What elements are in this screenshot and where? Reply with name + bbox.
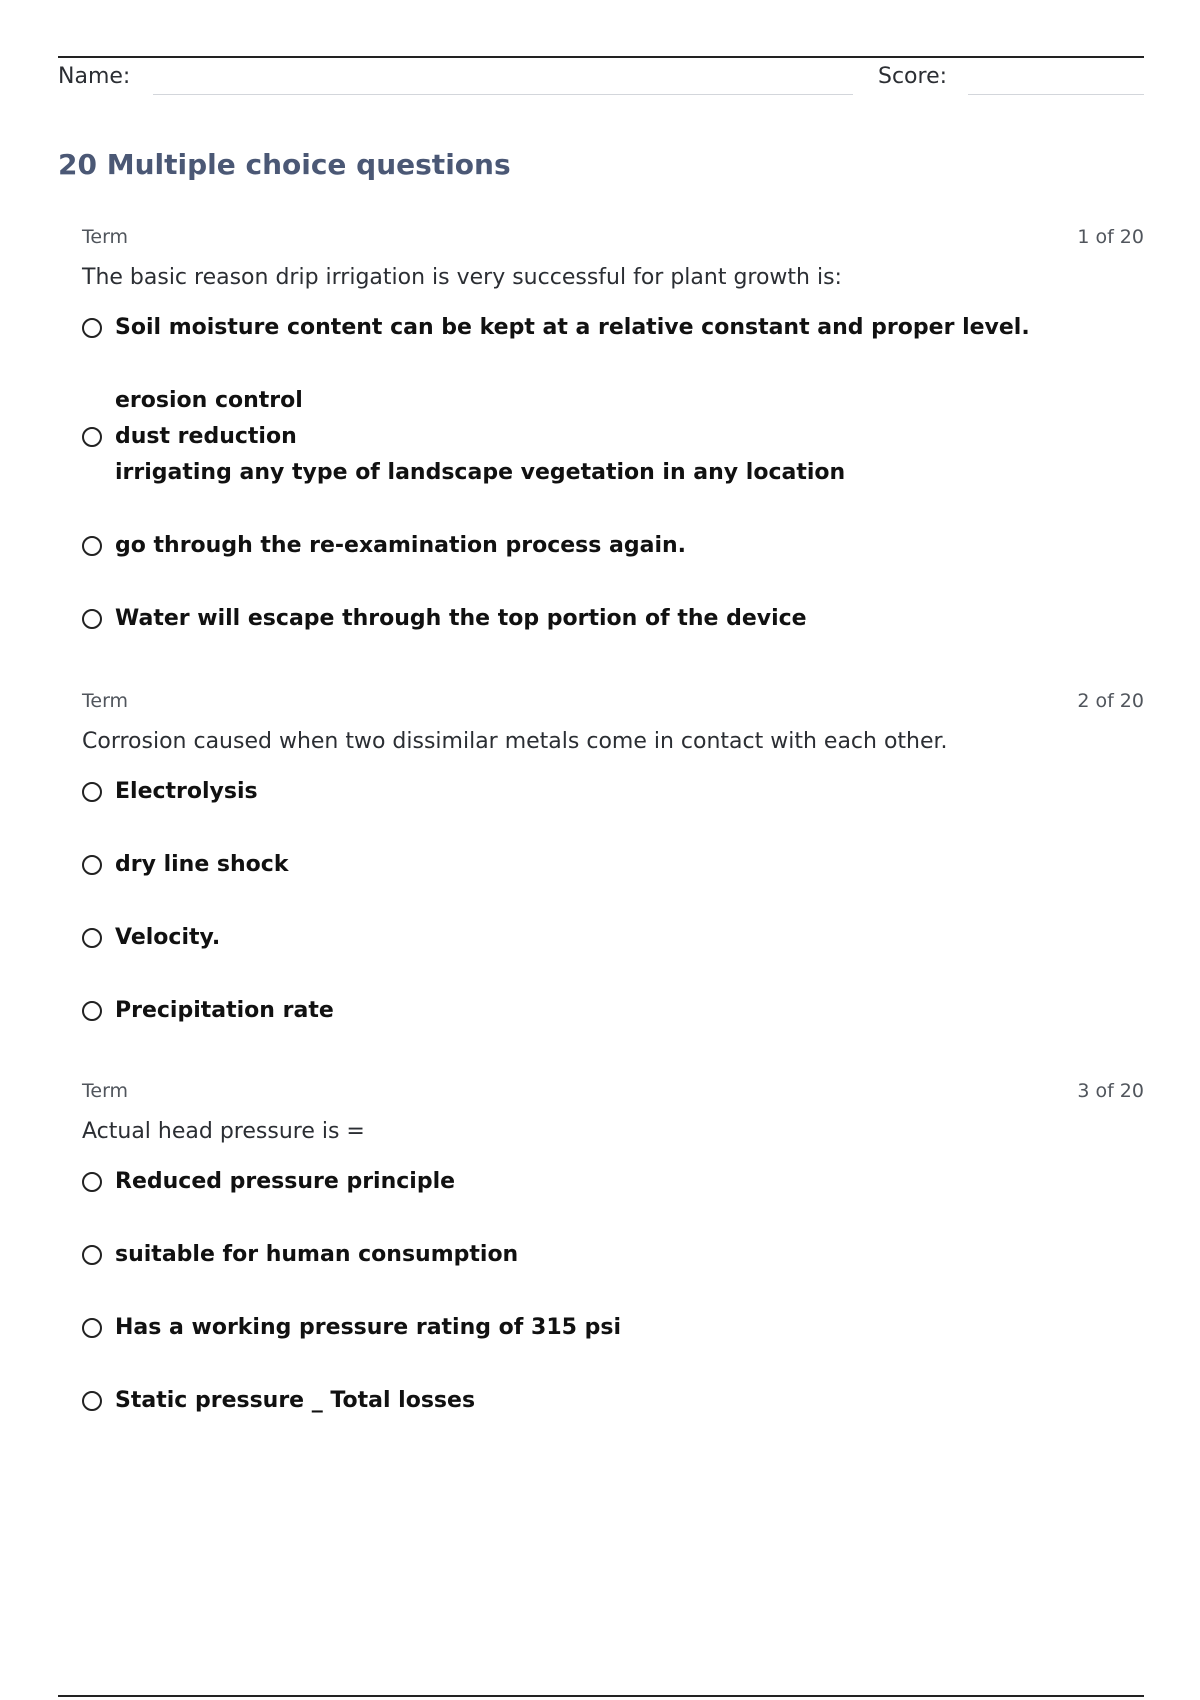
radio-circle-icon[interactable] <box>82 609 102 629</box>
option-text: Soil moisture content can be kept at a relative constant and proper level. <box>115 315 1030 340</box>
answer-options <box>82 310 1144 637</box>
question-2 <box>82 690 1144 1066</box>
radio-circle-icon[interactable] <box>82 427 102 447</box>
question-header <box>82 690 1144 716</box>
answer-option[interactable] <box>82 993 1144 1029</box>
option-label <box>115 383 845 491</box>
option-text: Electrolysis <box>115 779 258 804</box>
radio-circle-icon[interactable] <box>82 318 102 338</box>
option-text: Has a working pressure rating of 315 psi <box>115 1315 621 1340</box>
option-label <box>115 774 258 810</box>
answer-option[interactable] <box>82 383 1144 491</box>
answer-option[interactable] <box>82 1164 1144 1200</box>
score-label: Score: <box>878 64 948 89</box>
question-3 <box>82 1080 1144 1456</box>
option-label <box>115 920 220 956</box>
question-header <box>82 1080 1144 1106</box>
worksheet-page <box>58 0 1144 1700</box>
question-counter: 3 of 20 <box>1077 1080 1144 1102</box>
section-title: 20 Multiple choice questions <box>58 148 511 181</box>
option-text: go through the re-examination process again. <box>115 533 687 558</box>
top-divider <box>58 56 1144 58</box>
option-label <box>115 1164 455 1200</box>
option-label <box>115 601 807 637</box>
score-field[interactable] <box>968 94 1144 95</box>
answer-option[interactable] <box>82 310 1144 346</box>
radio-circle-icon[interactable] <box>82 1245 102 1265</box>
option-label <box>115 528 686 564</box>
answer-option[interactable] <box>82 774 1144 810</box>
question-1 <box>82 226 1144 674</box>
radio-circle-icon[interactable] <box>82 782 102 802</box>
answer-option[interactable] <box>82 847 1144 883</box>
question-text: Actual head pressure is = <box>82 1119 365 1144</box>
name-field[interactable] <box>153 94 853 95</box>
option-text: Water will escape through the top portion of the device <box>115 606 807 631</box>
radio-circle-icon[interactable] <box>82 536 102 556</box>
term-label: Term <box>82 1080 129 1102</box>
option-text: Velocity. <box>115 925 221 950</box>
radio-circle-icon[interactable] <box>82 1172 102 1192</box>
option-label <box>115 847 288 883</box>
answer-option[interactable] <box>82 528 1144 564</box>
option-label <box>115 1383 475 1419</box>
bottom-divider <box>58 1695 1144 1697</box>
answer-option[interactable] <box>82 920 1144 956</box>
option-label <box>115 310 1030 346</box>
term-label: Term <box>82 226 129 248</box>
option-label <box>115 993 334 1029</box>
question-counter: 1 of 20 <box>1077 226 1144 248</box>
option-text: Precipitation rate <box>115 998 334 1023</box>
header-row <box>58 62 1144 96</box>
question-text: The basic reason drip irrigation is very successful for plant growth is: <box>82 265 842 290</box>
answer-options <box>82 1164 1144 1419</box>
radio-circle-icon[interactable] <box>82 928 102 948</box>
answer-option[interactable] <box>82 1310 1144 1346</box>
answer-option[interactable] <box>82 1237 1144 1273</box>
answer-option[interactable] <box>82 1383 1144 1419</box>
option-text: Reduced pressure principle <box>115 1169 456 1194</box>
question-header <box>82 226 1144 252</box>
option-text: suitable for human consumption <box>115 1242 519 1267</box>
radio-circle-icon[interactable] <box>82 1318 102 1338</box>
radio-circle-icon[interactable] <box>82 855 102 875</box>
answer-option[interactable] <box>82 601 1144 637</box>
option-text: Static pressure _ Total losses <box>115 1388 476 1413</box>
answer-options <box>82 774 1144 1029</box>
option-label <box>115 1310 621 1346</box>
radio-circle-icon[interactable] <box>82 1391 102 1411</box>
option-text: irrigating any type of landscape vegetation in any location <box>115 460 846 485</box>
question-counter: 2 of 20 <box>1077 690 1144 712</box>
question-text: Corrosion caused when two dissimilar metals come in contact with each other. <box>82 729 948 754</box>
option-text: erosion control <box>115 388 303 413</box>
option-text: dry line shock <box>115 852 289 877</box>
option-label <box>115 1237 518 1273</box>
term-label: Term <box>82 690 129 712</box>
name-label: Name: <box>58 64 131 89</box>
radio-circle-icon[interactable] <box>82 1001 102 1021</box>
option-text: dust reduction <box>115 424 297 449</box>
